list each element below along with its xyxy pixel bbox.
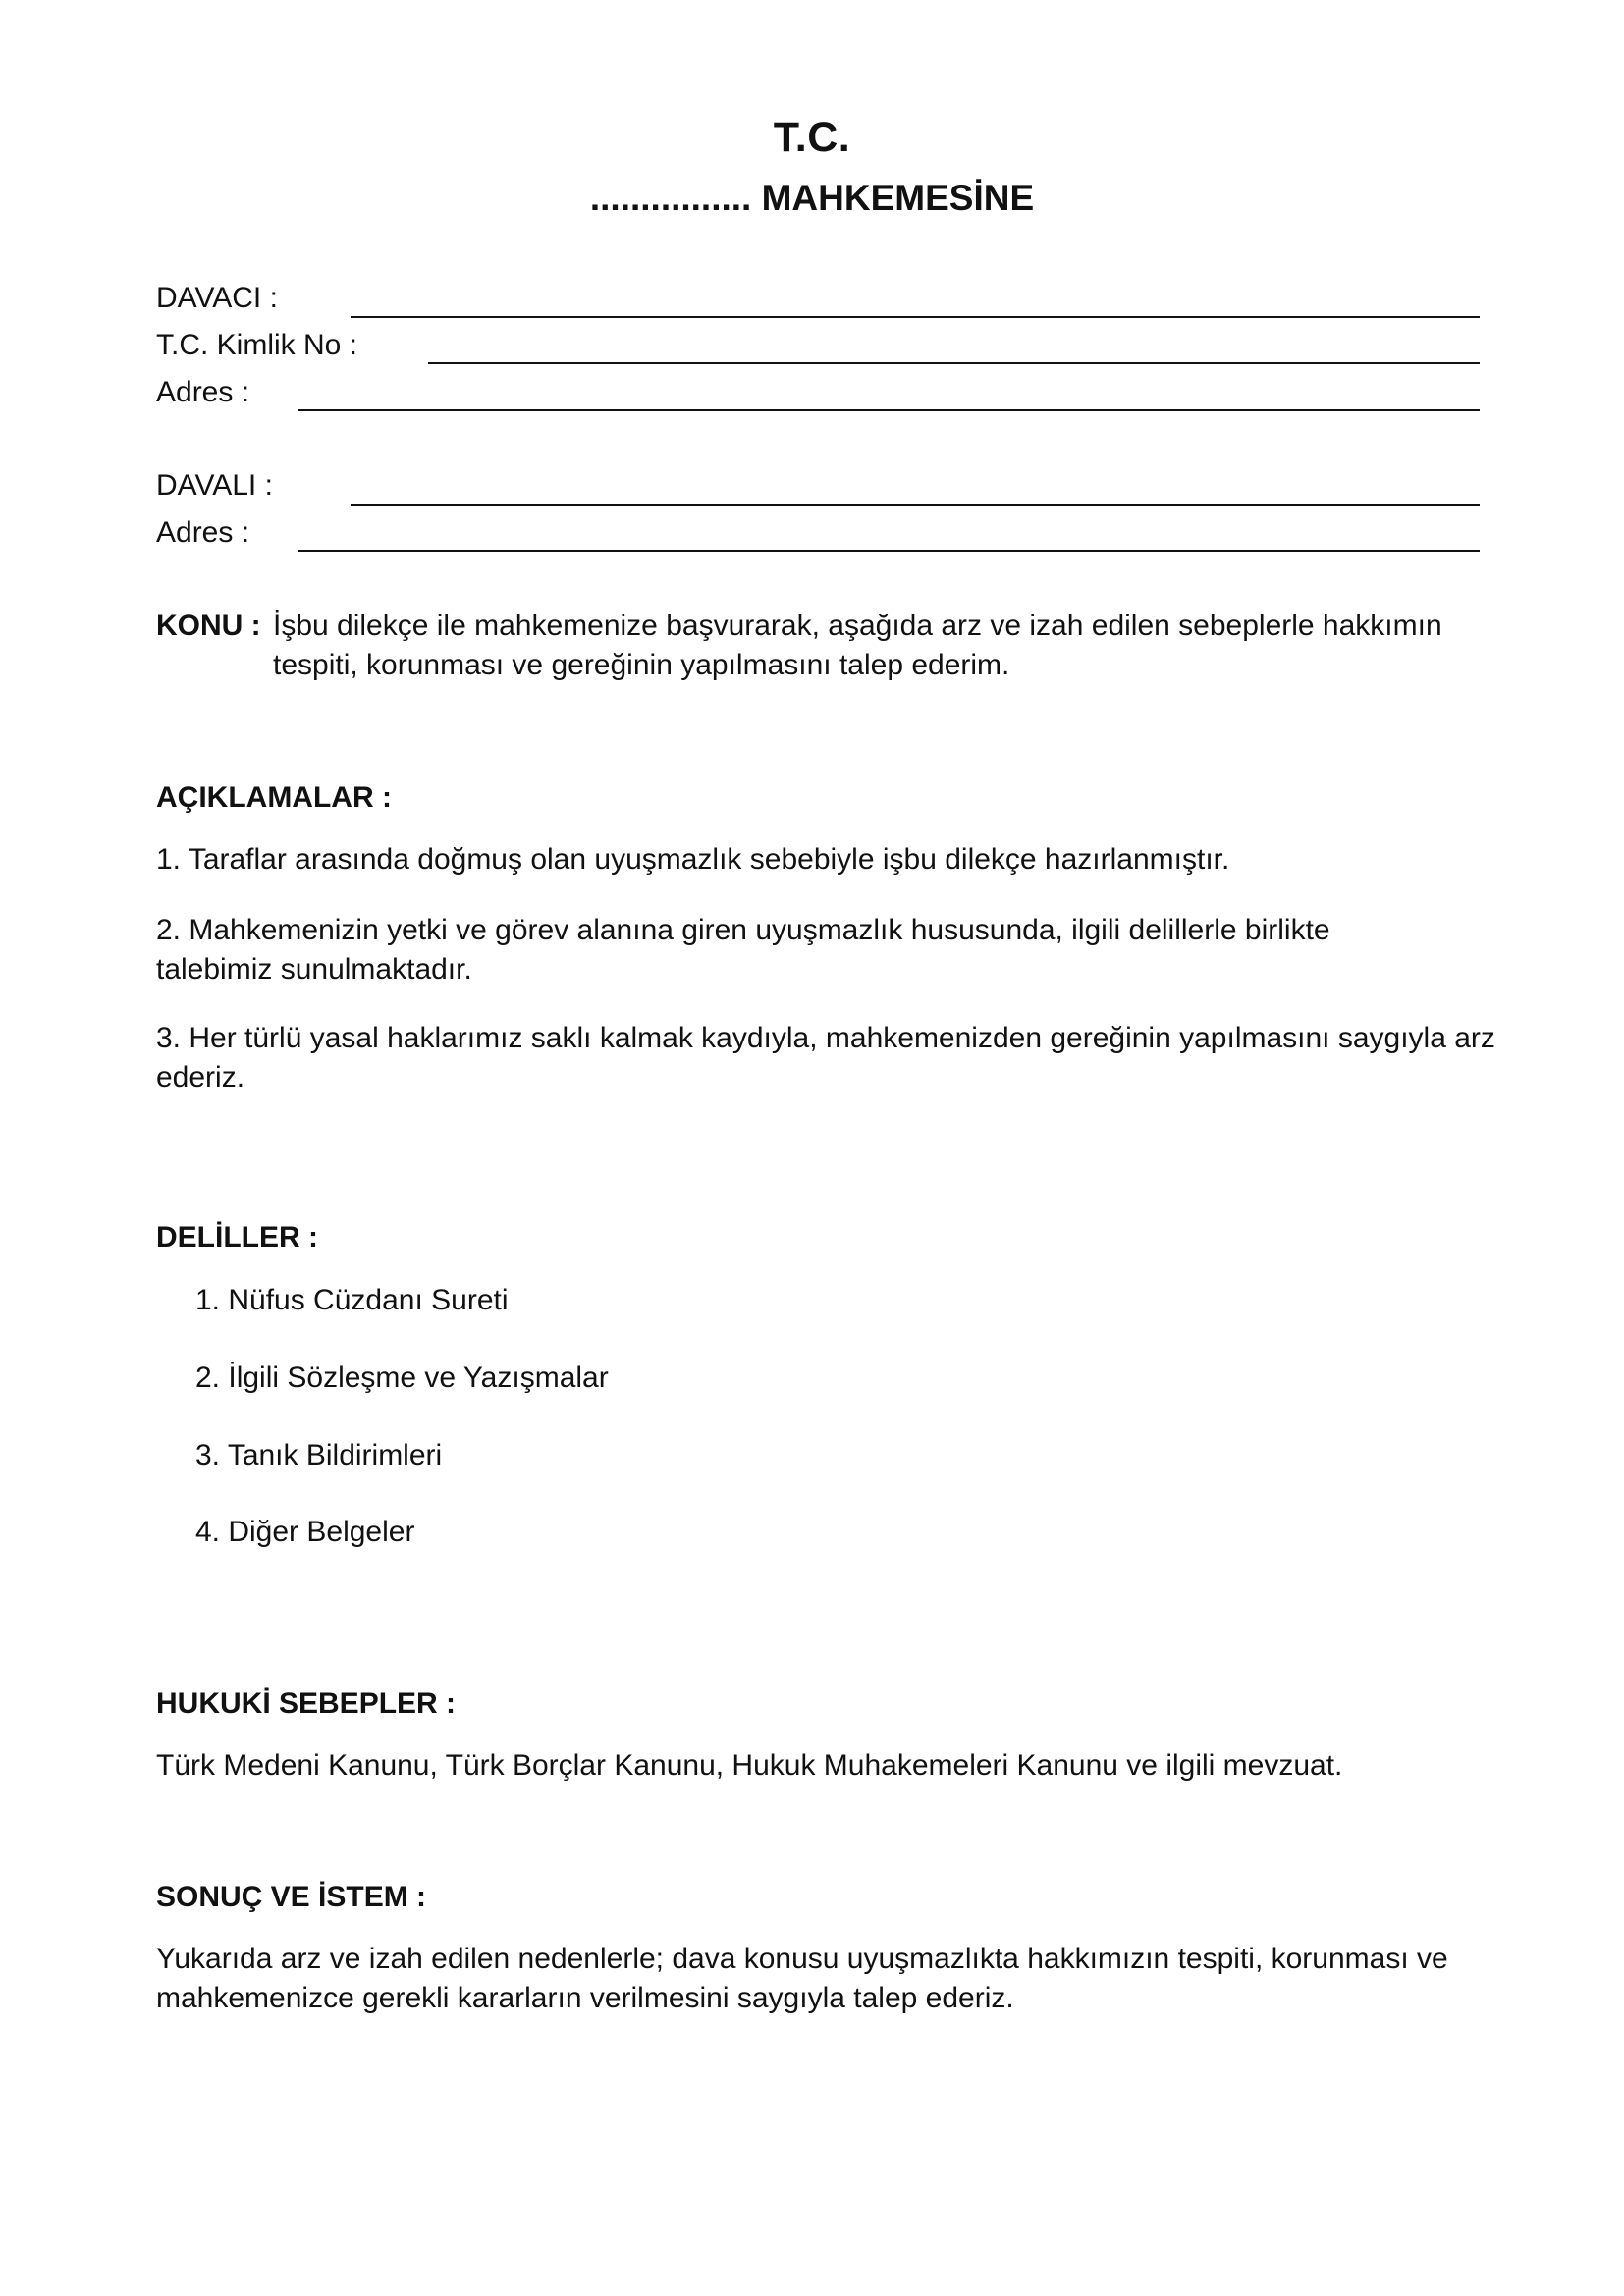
aciklama-item-2: 2. Mahkemenizin yetki ve görev alanına giren uyuşmazlık hususunda, ilgili delillerle birlikte talebimiz sunulmaktadır.: [156, 914, 1330, 986]
delil-item-2: 2. İlgili Sözleşme ve Yazışmalar: [195, 1362, 609, 1394]
davaci-adres-label: Adres :: [156, 376, 250, 408]
aciklama-item-1: 1. Taraflar arasında doğmuş olan uyuşmazlık sebebiyle işbu dilekçe hazırlanmıştır.: [156, 843, 1230, 876]
tc-kimlik-fill-line[interactable]: [428, 362, 1480, 364]
davali-fill-line[interactable]: [351, 504, 1480, 506]
document-title-tc: T.C.: [773, 114, 851, 161]
deliller-heading: DELİLLER :: [156, 1221, 318, 1254]
konu-text: İşbu dilekçe ile mahkemenize başvurarak, aşağıda arz ve izah edilen sebeplerle hakkımın tespiti, korunması ve gereğinin yapılmasını talep ederim.: [273, 610, 1442, 681]
davaci-label: DAVACI :: [156, 282, 278, 314]
delil-item-3: 3. Tanık Bildirimleri: [195, 1439, 443, 1471]
davali-label: DAVALI :: [156, 469, 273, 502]
konu-label: KONU :: [156, 610, 261, 642]
davali-adres-label: Adres :: [156, 516, 250, 549]
tc-kimlik-label: T.C. Kimlik No :: [156, 329, 358, 361]
document-title-court: ................ MAHKEMESİNE: [589, 178, 1035, 218]
hukuki-sebepler-text: Türk Medeni Kanunu, Türk Borçlar Kanunu, Hukuk Muhakemeleri Kanunu ve ilgili mevzuat.: [156, 1749, 1343, 1782]
aciklama-item-3: 3. Her türlü yasal haklarımız saklı kalmak kaydıyla, mahkemenizden gereğinin yapılmasını saygıyla arz ederiz.: [156, 1022, 1495, 1094]
davaci-fill-line[interactable]: [351, 316, 1480, 318]
hukuki-sebepler-heading: HUKUKİ SEBEPLER :: [156, 1687, 457, 1720]
sonuc-text: Yukarıda arz ve izah edilen nedenlerle; dava konusu uyuşmazlıkta hakkımızın tespiti, korunması ve mahkemenizce gerekli kararların verilmesini saygıyla talep ederiz.: [156, 1943, 1448, 2014]
davali-adres-fill-line[interactable]: [298, 550, 1480, 552]
delil-item-1: 1. Nüfus Cüzdanı Sureti: [195, 1284, 509, 1316]
davaci-adres-fill-line[interactable]: [298, 409, 1480, 411]
delil-item-4: 4. Diğer Belgeler: [195, 1516, 415, 1548]
sonuc-heading: SONUÇ VE İSTEM :: [156, 1881, 427, 1913]
aciklamalar-heading: AÇIKLAMALAR :: [156, 781, 392, 814]
